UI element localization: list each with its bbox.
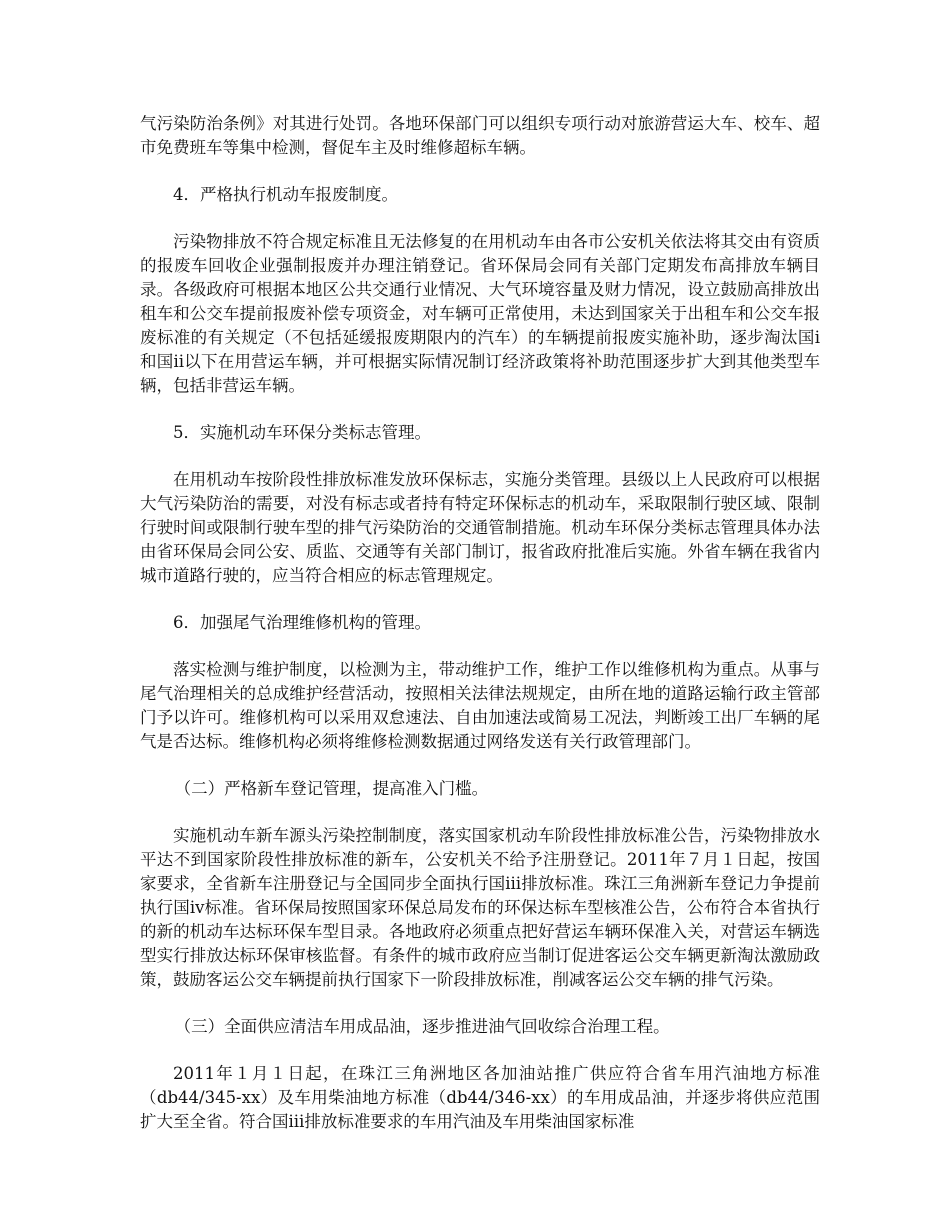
paragraph-continued: 气污染防治条例》对其进行处罚。各地环保部门可以组织专项行动对旅游营运大车、校车、超市免费班车等集中检测，督促车主及时维修超标车辆。 [140,114,820,157]
section-heading-4: 4．严格执行机动车报废制度。 [173,185,398,204]
paragraph: 2011年１月１日起，在珠江三角洲地区各加油站推广供应符合省车用汽油地方标准（db44/345-xx）及车用柴油地方标准（db44/346-xx）的车用成品油，并逐步将供应范围扩大至全省。符合国ⅲ排放标准要求的车用汽油及车用柴油国家标准 [140,1064,820,1131]
section-heading-5: 5．实施机动车环保分类标志管理。 [173,423,431,442]
paragraph: 在用机动车按阶段性排放标准发放环保标志，实施分类管理。县级以上人民政府可以根据大气污染防治的需要，对没有标志或者持有特定环保标志的机动车，采取限制行驶区域、限制行驶时间或限制行驶车型的排气污染防治的交通管制措施。机动车环保分类标志管理具体办法由省环保局会同公安、质监、交通等有关部门制订，报省政府批准后实施。外省车辆在我省内城市道路行驶的，应当符合相应的标志管理规定。 [140,470,820,585]
paragraph: 实施机动车新车源头污染控制制度，落实国家机动车阶段性排放标准公告，污染物排放水平达不到国家阶段性排放标准的新车，公安机关不给予注册登记。2011年７月１日起，按国家要求，全省新车注册登记与全国同步全面执行国ⅲ排放标准。珠江三角洲新车登记力争提前执行国ⅳ标准。省环保局按照国家环保总局发布的环保达标车型核准公告，公布符合本省执行的新的机动车达标环保车型目录。各地政府必须重点把好营运车辆环保准入关，对营运车辆选型实行排放达标环保审核监督。有条件的城市政府应当制订促进客运公交车辆更新淘汰激励政策，鼓励客运公交车辆提前执行国家下一阶段排放标准，削减客运公交车辆的排气污染。 [140,826,820,989]
section-heading-3: （三）全面供应清洁车用成品油，逐步推进油气回收综合治理工程。 [174,1017,670,1036]
document-page [140,112,820,1157]
paragraph: 污染物排放不符合规定标准且无法修复的在用机动车由各市公安机关依法将其交由有资质的报废车回收企业强制报废并办理注销登记。省环保局会同有关部门定期发布高排放车辆目录。各级政府可根据本地区公共交通行业情况、大气环境容量及财力情况，设立鼓励高排放出租车和公交车提前报废补偿专项资金，对车辆可正常使用，未达到国家关于出租车和公交车报废标准的有关规定（不包括延缓报废期限内的汽车）的车辆提前报废实施补助，逐步淘汰国ⅰ和国ⅱ以下在用营运车辆，并可根据实际情况制订经济政策将补助范围逐步扩大到其他类型车辆，包括非营运车辆。 [140,232,820,395]
section-heading-6: 6．加强尾气治理维修机构的管理。 [173,613,431,632]
paragraph: 落实检测与维护制度，以检测为主，带动维护工作，维护工作以维修机构为重点。从事与尾气治理相关的总成维护经营活动，按照相关法律法规规定，由所在地的道路运输行政主管部门予以许可。维修机构可以采用双怠速法、自由加速法或简易工况法，判断竣工出厂车辆的尾气是否达标。维修机构必须将维修检测数据通过网络发送有关行政管理部门。 [140,660,820,751]
section-heading-2: （二）严格新车登记管理，提高准入门槛。 [174,779,489,798]
